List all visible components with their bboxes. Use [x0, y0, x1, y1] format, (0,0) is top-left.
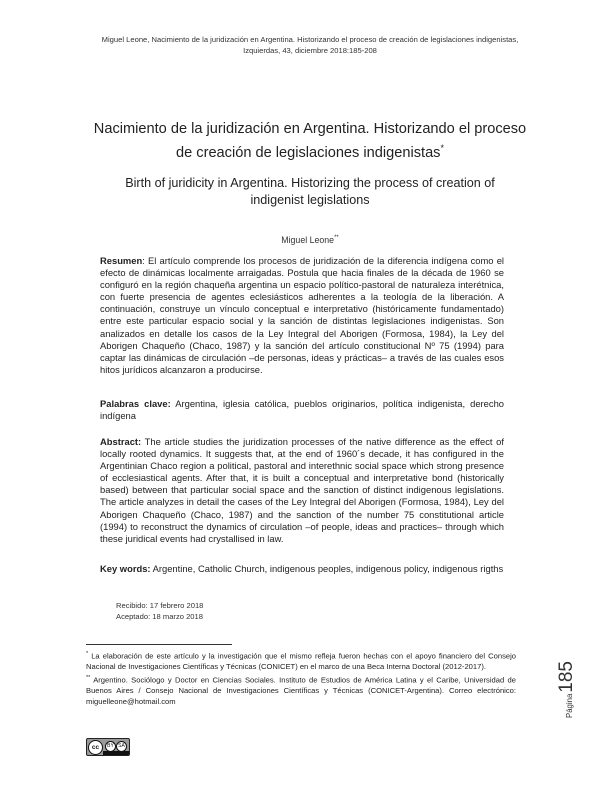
title-line2-text: de creación de legislaciones indigenistas: [176, 144, 441, 161]
resumen-text: : El artículo comprende los procesos de juridización de la diferencia indígena como el efecto de dinámicas localmente arraigadas. Postula que hacia finales de la década de 1960 se configuró en la región chaqueña argentina un espacio político-pastoral de naturaleza interétnica, con fuerte presencia de agentes eclesiásticos adherentes a la teología de la liberación. A continuación, construye un vínculo conceptual e interpretativo (históricamente fundamentado) entre este particular espacio social y la sanción de distintas legislaciones indigenistas. Son analizados en detalle los casos de la Ley Integral del Aborigen (Formosa, 1984), la Ley del Aborigen Chaqueño (Chaco, 1987) y la sanción del artículo constitucional Nº 75 (1994) para captar las dinámicas de circulación –de personas, ideas y prácticas– a través de las cuales esos hitos jurídicos alcanzaron a producirse.: [100, 255, 504, 375]
license-strip: [103, 751, 129, 755]
running-header: [90, 34, 530, 56]
abstract-label: Abstract:: [100, 436, 142, 447]
author: [200, 235, 420, 245]
keywords-block: [100, 563, 504, 575]
footnote-1: [86, 649, 516, 673]
page-number: [556, 658, 584, 718]
footnote-2-text: Argentino. Sociólogo y Doctor en Ciencias Sociales. Instituto de Estudios de América Latina y el Caribe, Universidad de Buenos Aires / Consejo Nacional de Investigaciones Científicas y Técnicas (CONICET-Argentina). Correo electrónico: miguelleone@hotmail.com: [86, 675, 516, 706]
author-name: Miguel Leone: [281, 235, 335, 245]
resumen-block: [100, 255, 504, 376]
keywords-label: Key words:: [100, 563, 151, 574]
footnote-2-mark: **: [86, 674, 91, 681]
title-line1: Nacimiento de la juridización en Argentina. Historizando el proceso: [93, 121, 527, 137]
footnote-2: [86, 673, 516, 708]
palabras-clave-label: Palabras clave:: [100, 398, 171, 409]
by-attribution-icon: BY: [105, 741, 116, 752]
abstract-text: The article studies the juridization processes of the native difference as the effect of locally rooted dynamics. It suggests that, at the end of 1960´s decade, it has configured in the Argentinian Chaco region a political, pastoral and interethnic social space which strong presence of ecclesiastical agents. After that, it is built a conceptual and interpretative bond (historically based) between that particular social space and the sanction of distinct indigenous legislations. The article analyzes in detail the cases of the Ley Integral del Aborigen (Formosa, 1984), Ley del Aborigen Chaqueño (Chaco, 1987) and the sanction of the number 75 constitutional article (1994) to reconstruct the dynamics of circulation –of people, ideas and practices– through which these juridical events had crystallised in law.: [100, 436, 504, 544]
footnote-divider: [86, 644, 232, 645]
share-alike-icon: SA: [116, 741, 127, 752]
page-number-value: 185: [556, 661, 577, 693]
received-date: Recibido: 17 febrero 2018: [116, 601, 204, 610]
running-header-line2: Izquierdas, 43, diciembre 2018:185-208: [243, 46, 377, 55]
accepted-date: Aceptado: 18 marzo 2018: [116, 612, 203, 621]
title-footnote-mark: *: [440, 143, 444, 153]
page-label: Página: [565, 693, 574, 718]
palabras-clave-block: [100, 398, 504, 422]
keywords-text: Argentine, Catholic Church, indigenous peoples, indigenous policy, indigenous rigths: [150, 563, 504, 574]
cc-license-badge[interactable]: [86, 738, 130, 756]
footnotes: [86, 649, 516, 708]
title-line2: [60, 139, 560, 163]
running-header-line1: Miguel Leone, Nacimiento de la juridización en Argentina. Historizando el proceso de creación de legislaciones indigenistas,: [101, 35, 519, 44]
footnote-1-text: La elaboración de este artículo y la investigación que el mismo refleja fueron hechas con el apoyo financiero del Consejo Nacional de Investigaciones Científicas y Técnicas (CONICET) en el marco de una Beca Interna Doctoral (2012-2017).: [86, 651, 516, 672]
footnote-1-mark: *: [86, 651, 89, 657]
subtitle-line2: indigenist legislations: [250, 193, 370, 207]
dates: [116, 600, 203, 622]
cc-icon: cc: [88, 740, 103, 755]
resumen-label: Resumen: [100, 255, 143, 266]
abstract-block: [100, 436, 504, 545]
palabras-clave-text: Argentina, iglesia católica, pueblos originarios, política indigenista, derecho indígena: [100, 398, 504, 422]
article-title: [60, 120, 560, 163]
subtitle-line1: Birth of juridicity in Argentina. Historizing the process of creation of: [125, 176, 495, 190]
author-footnote-mark: **: [334, 235, 339, 242]
article-subtitle: [70, 175, 550, 209]
